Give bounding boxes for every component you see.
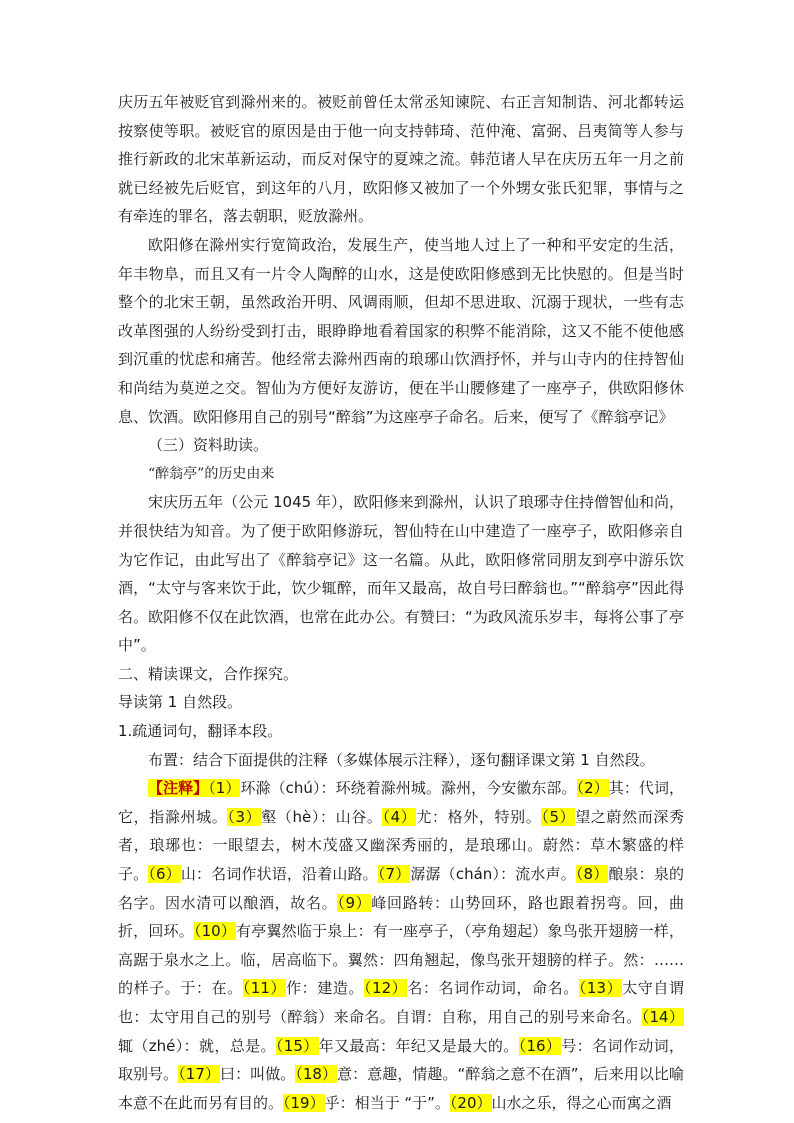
note-text: 作：建造。 bbox=[286, 979, 365, 998]
note-number: （10） bbox=[193, 922, 237, 941]
note-text: 太守自谓也：太守用自己的别号（醉翁）来命名。自谓：自称，用自己的别号来命名。 bbox=[118, 979, 684, 1026]
guide-line: 导读第 1 自然段。 bbox=[118, 693, 243, 712]
note-number: （5） bbox=[541, 807, 576, 826]
note-text: 望之蔚然而深秀者，琅琊也：一眼望去，树木茂盛又幽深秀丽的，是琅琊山。蔚然：草木繁盛的样子。 bbox=[118, 807, 684, 884]
note-text: 尤：格外，特别。 bbox=[416, 807, 542, 826]
note-text: 酿泉：泉的名字。因水清可以酿酒，故名。 bbox=[118, 865, 684, 912]
note-text: 辄（zhé）：就，总是。 bbox=[118, 1036, 276, 1055]
note-text: 曰：叫做。 bbox=[220, 1065, 296, 1084]
annotation-paragraph bbox=[118, 774, 684, 1117]
note-text: 号：名词作动词，取别号。 bbox=[118, 1036, 684, 1084]
note-number: （16） bbox=[518, 1036, 562, 1055]
paragraph-exile-life: 欧阳修在滁州实行宽简政治，发展生产，使当地人过上了一种和平安定的生活，年丰物阜，而且又有一片令人陶醉的山水，这是使欧阳修感到无比快慰的。但是当时整个的北宋王朝，虽然政治开明、风调雨顺，但却不思进取、沉溺于现状，一些有志改革图强的人纷纷受到打击，眼睁睁地看着国家的积弊不能消除，这又不能不使他感到沉重的忧虑和痛苦。他经常去滁州西南的琅琊山饮酒抒怀，并与山寺内的住持智仙和尚结为莫逆之交。智仙为方便好友游访，便在半山腰修建了一座亭子，供欧阳修休息、饮酒。欧阳修用自己的别号“醉翁”为这座亭子命名。后来，便写了《醉翁亭记》 bbox=[118, 235, 684, 426]
note-number: （11） bbox=[242, 979, 287, 998]
note-text: 环滁（chú）：环绕着滁州城。滁州，今安徽东部。 bbox=[240, 779, 577, 798]
task-heading: 1.疏通词句，翻译本段。 bbox=[118, 722, 283, 741]
annotation-label: 【注释】 bbox=[148, 779, 209, 798]
note-number: （19） bbox=[283, 1093, 325, 1112]
paragraph-pavilion-history: 宋庆历五年（公元 1045 年），欧阳修来到滁州，认识了琅琊寺住持僧智仙和尚，并很快结为知音。为了便于欧阳修游玩，智仙特在山中建造了一座亭子，欧阳修亲自为它作记，由此写出了《醉翁亭记》这一名篇。从此，欧阳修常同朋友到亭中游乐饮酒，“太守与客来饮于此，饮少辄醉，而年又最高，故自号曰醉翁也。”“醉翁亭”因此得名。欧阳修不仅在此饮酒，也常在此办公。有赞曰：“为政风流乐岁丰，每将公事了亭中”。 bbox=[118, 493, 684, 655]
note-number: （8） bbox=[575, 865, 609, 884]
note-text: 其：代词，它，指滁州城。 bbox=[118, 779, 685, 826]
note-text: 意：意趣，情趣。“醉翁之意不在酒”，后来用以比喻本意不在此而另有目的。 bbox=[118, 1065, 684, 1112]
note-number: （2） bbox=[576, 779, 609, 798]
note-number: （18） bbox=[295, 1065, 338, 1084]
note-number: （9） bbox=[337, 893, 372, 912]
note-text: 潺潺（chán）：流水声。 bbox=[410, 865, 576, 884]
note-number: （20） bbox=[449, 1093, 492, 1112]
note-text: 壑（hè）：山谷。 bbox=[261, 807, 383, 826]
note-number: （12） bbox=[364, 979, 408, 998]
note-number: （17） bbox=[178, 1065, 221, 1084]
note-text: 乎：相当于 “于”。 bbox=[324, 1093, 450, 1112]
note-number: （7） bbox=[377, 865, 411, 884]
section-heading-reading-materials: （三）资料助读。 bbox=[148, 436, 269, 455]
note-number: （3） bbox=[227, 807, 262, 826]
note-number: （15） bbox=[275, 1036, 319, 1055]
document-page bbox=[118, 88, 684, 1117]
section-heading-close-reading: 二、精读课文，合作探究。 bbox=[118, 664, 299, 683]
note-text: 山水之乐，得之心而寓之酒 bbox=[491, 1093, 672, 1112]
note-text: 名：名词作动词，命名。 bbox=[407, 979, 579, 998]
note-number: （14） bbox=[641, 1008, 684, 1026]
note-text: 山：名词作状语，沿着山路。 bbox=[180, 865, 378, 884]
note-number: （13） bbox=[578, 979, 623, 998]
material-title: “醉翁亭”的历史由来 bbox=[148, 465, 275, 482]
note-text: 峰回路转：山势回环，路也跟着拐弯。回，曲折，回环。 bbox=[118, 893, 684, 941]
note-text: 年又最高：年纪又是最大的。 bbox=[318, 1036, 519, 1055]
note-number: （1） bbox=[208, 779, 241, 798]
task-instruction: 布置：结合下面提供的注释（多媒体展示注释），逐句翻译课文第 1 自然段。 bbox=[148, 750, 655, 769]
paragraph-background: 庆历五年被贬官到滁州来的。被贬前曾任太常丞知谏院、右正言知制诰、河北都转运按察使等职。被贬官的原因是由于他一向支持韩琦、范仲淹、富弼、吕夷简等人参与推行新政的北宋革新运动，而反对保守的夏竦之流。韩范诸人早在庆历五年一月之前就已经被先后贬官，到这年的八月，欧阳修又被加了一个外甥女张氏犯罪，事情与之有牵连的罪名，落去朝职，贬放滁州。 bbox=[118, 93, 684, 226]
note-number: （6） bbox=[148, 865, 181, 884]
note-number: （4） bbox=[382, 807, 417, 826]
note-text: 有亭翼然临于泉上：有一座亭子，（亭角翅起）象鸟张开翅膀一样，高踞于泉水之上。临，居高临下。翼然：四角翘起，像鸟张开翅膀的样子。然：……的样子。于：在。 bbox=[118, 922, 684, 998]
